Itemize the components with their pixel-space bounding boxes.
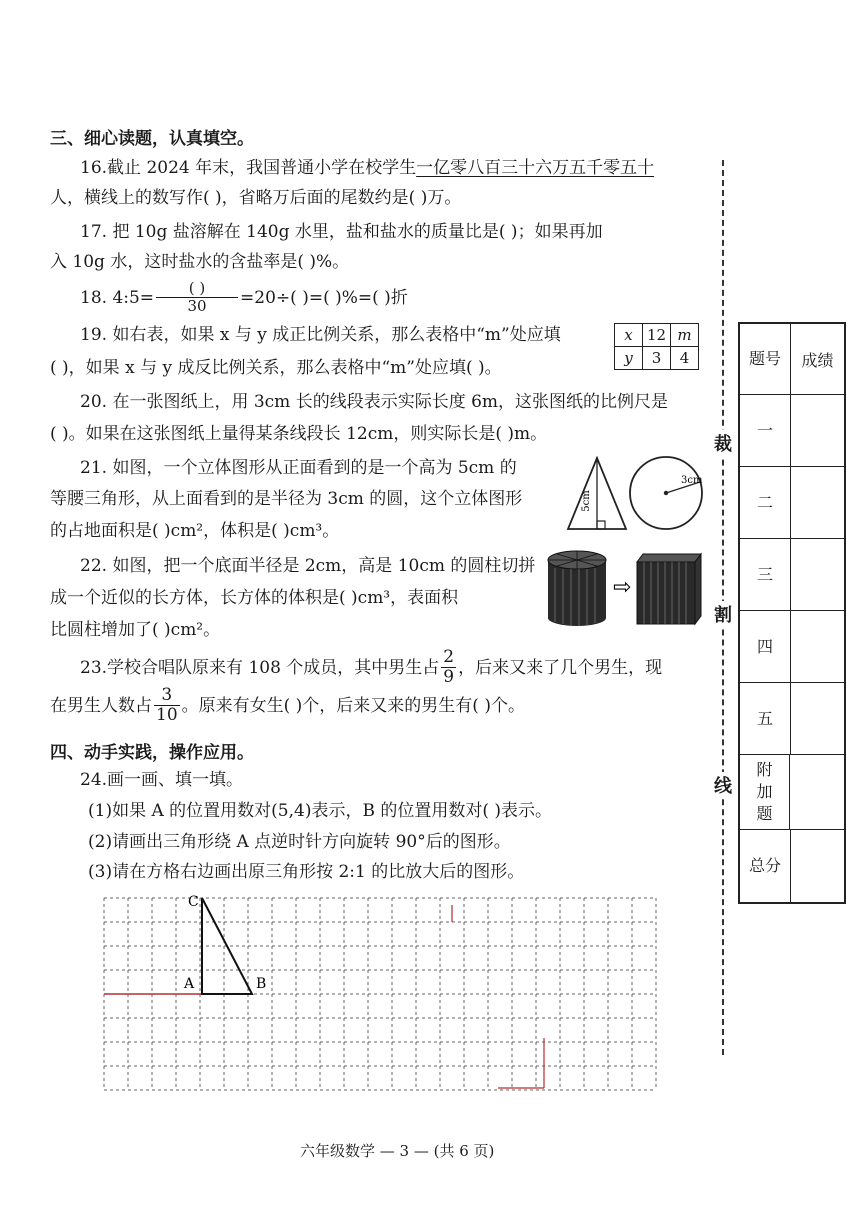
q20-line2: ( )。如果在这张图纸上量得某条线段长 12cm，则实际长是( )m。: [50, 424, 548, 444]
q19-xy-table: [614, 323, 699, 370]
q22-line1: 22. 如图，把一个底面半径是 2cm，高是 10cm 的圆柱切拼: [80, 556, 536, 576]
score-cell[interactable]: [791, 539, 844, 610]
score-row: [740, 755, 844, 830]
score-row-label: 总分: [740, 830, 791, 902]
q18-prefix: 18. 4:5=: [80, 287, 155, 308]
q23-fraction-boys: [441, 648, 456, 687]
q17-line2: 入 10g 水，这时盐水的含盐率是( )%。: [50, 252, 350, 272]
q17-line1: 17. 把 10g 盐溶解在 140g 水里，盐和盐水的质量比是( )；如果再加: [80, 222, 603, 242]
q23-line1-suffix: ，后来又来了几个男生，现: [458, 657, 663, 678]
q16-underlined-number: 一亿零八百三十六万五千零五十: [416, 158, 655, 178]
q19-table-row-y: [615, 347, 699, 370]
q24-item3: (3)请在方格右边画出原三角形按 2:1 的比放大后的图形。: [88, 862, 525, 882]
point-a-label: A: [184, 976, 195, 992]
q19-cell: 4: [671, 347, 699, 370]
q16-line2: 人，横线上的数写作( )，省略万后面的尾数约是( )万。: [50, 188, 462, 208]
q19-cell: 12: [643, 324, 671, 347]
q23-line1: [80, 648, 662, 687]
section-4-title: 四、动手实践，操作应用。: [50, 743, 254, 763]
page-footer: 六年级数学 — 3 — (共 6 页): [300, 1142, 495, 1160]
score-row: [740, 539, 844, 611]
score-row-label: 五: [740, 683, 791, 754]
score-cell[interactable]: [791, 683, 844, 754]
point-c-label: C: [188, 894, 199, 910]
q23-fraction-boys-denominator: 9: [443, 667, 455, 687]
cut-line-char: 割: [710, 601, 736, 627]
triangle-height-label: 5cm: [581, 490, 592, 512]
score-header-question: 题号: [740, 324, 791, 394]
q18-fraction: [156, 280, 238, 315]
score-row-label: 四: [740, 611, 791, 682]
q18-line: [80, 280, 408, 315]
q19-cell: 3: [643, 347, 671, 370]
score-cell[interactable]: [791, 467, 844, 538]
q23-fraction-boys-after: [154, 686, 180, 725]
cut-line-char: 裁: [710, 430, 736, 456]
q21-figures: [562, 455, 712, 535]
q16-line1-prefix: 16.截止 2024 年末，我国普通小学在校学生: [80, 158, 417, 178]
cut-line-char: 线: [710, 772, 736, 798]
q18-fraction-denominator: 30: [187, 297, 207, 315]
drawing-grid[interactable]: [78, 888, 674, 1096]
score-table: [738, 322, 846, 904]
q22-line3: 比圆柱增加了( )cm²。: [50, 620, 221, 640]
circle-top-view: [630, 457, 703, 529]
q19-table-row-x: [615, 324, 699, 347]
q18-fraction-numerator: ( ): [156, 280, 238, 298]
q24-item1: (1)如果 A 的位置用数对(5,4)表示，B 的位置用数对( )表示。: [88, 801, 553, 821]
score-row: [740, 683, 844, 755]
q23-fraction-after-numerator: 3: [154, 686, 180, 706]
score-row: [740, 611, 844, 683]
score-row-label: 二: [740, 467, 791, 538]
cylinder-figure: [548, 551, 606, 626]
score-row: [740, 467, 844, 539]
q19-line1: 19. 如右表，如果 x 与 y 成正比例关系，那么表格中“m”处应填: [80, 325, 561, 345]
q20-line1: 20. 在一张图纸上，用 3cm 长的线段表示实际长度 6m，这张图纸的比例尺是: [80, 392, 669, 412]
score-table-header: [740, 324, 844, 395]
circle-radius-label: 3cm: [681, 475, 703, 486]
cuboid-figure: [637, 554, 701, 624]
q24-item2: (2)请画出三角形绕 A 点逆时针方向旋转 90°后的图形。: [88, 832, 511, 852]
q21-line1: 21. 如图，一个立体图形从正面看到的是一个高为 5cm 的: [80, 458, 517, 478]
q23-line2: [50, 686, 525, 725]
q19-cell: x: [615, 324, 643, 347]
q21-line3: 的占地面积是( )cm²，体积是( )cm³。: [50, 521, 340, 541]
q23-line1-prefix: 23.学校合唱队原来有 108 个成员，其中男生占: [80, 657, 440, 678]
q23-fraction-after-denominator: 10: [156, 705, 178, 725]
q19-cell: m: [671, 324, 699, 347]
q22-line2: 成一个近似的长方体，长方体的体积是( )cm³，表面积: [50, 588, 459, 608]
q16-line1: [80, 158, 654, 178]
score-row: [740, 395, 844, 467]
point-b-label: B: [256, 976, 267, 992]
score-row: [740, 830, 844, 902]
score-cell[interactable]: [791, 830, 844, 902]
score-cell[interactable]: [791, 395, 844, 466]
q23-line2-suffix: 。原来有女生( )个，后来又来的男生有( )个。: [181, 695, 525, 716]
q18-suffix: =20÷( )=( )%=( )折: [240, 287, 408, 308]
score-header-grade: 成绩: [801, 350, 834, 370]
q19-line2: ( )，如果 x 与 y 成反比例关系，那么表格中“m”处应填( )。: [50, 358, 502, 378]
score-row-label: 一: [740, 395, 791, 466]
section-3-title: 三、细心读题，认真填空。: [50, 129, 254, 149]
q19-cell: y: [615, 347, 643, 370]
score-cell[interactable]: [791, 755, 844, 829]
score-row-label: 三: [740, 539, 791, 610]
q22-figures: [545, 550, 705, 628]
triangle-front-view: [568, 458, 626, 529]
transform-arrow-icon: ⇨: [613, 575, 632, 600]
q23-line2-prefix: 在男生人数占: [50, 695, 152, 716]
q23-fraction-boys-numerator: 2: [443, 647, 455, 667]
q21-line2: 等腰三角形，从上面看到的是半径为 3cm 的圆，这个立体图形: [50, 489, 523, 509]
score-row-label: 附加题: [740, 755, 790, 829]
q24-title: 24.画一画、填一填。: [80, 770, 244, 790]
score-cell[interactable]: [791, 611, 844, 682]
